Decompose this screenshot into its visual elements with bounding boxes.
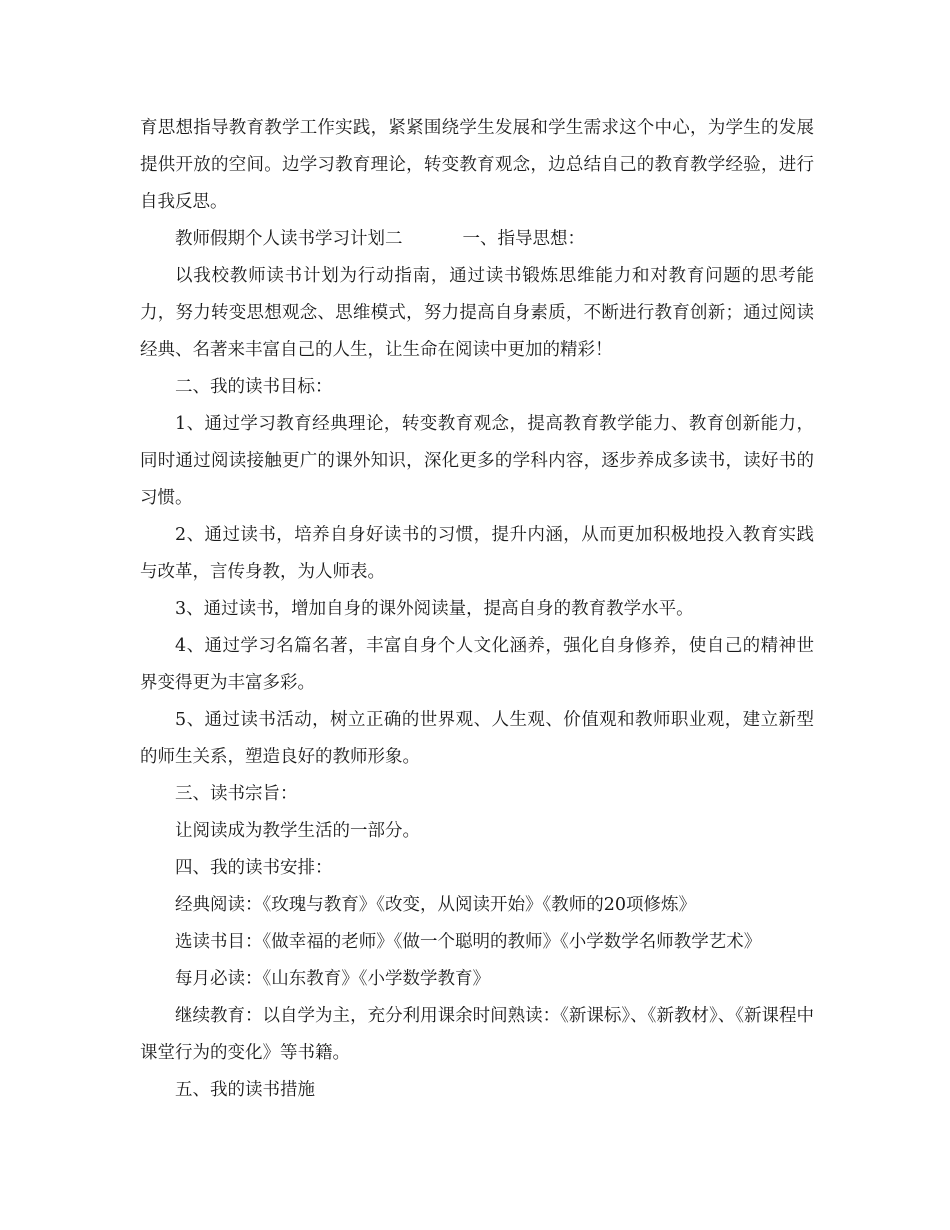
section-heading-reading-goals: 二、我的读书目标：	[175, 377, 333, 397]
schedule-elective-books: 选读书目：《做幸福的老师》《做一个聪明的教师》《小学数学名师教学艺术》	[175, 932, 762, 952]
schedule-monthly-reading: 每月必读：《山东教育》《小学数学教育》	[175, 969, 490, 989]
plan-title: 教师假期个人读书学习计划二	[175, 229, 403, 249]
schedule-continuing-education: 继续教育：以自学为主，充分利用课余时间熟读：《新课标》、《新教材》、《新课程中课堂行为的变化》等书籍。	[140, 1006, 814, 1063]
paragraph-reading-purpose: 让阅读成为教学生活的一部分。	[175, 821, 420, 841]
section-heading-reading-purpose: 三、读书宗旨：	[175, 784, 298, 804]
paragraph-intro: 育思想指导教育教学工作实践，紧紧围绕学生发展和学生需求这个中心，为学生的发展提供开放的空间。边学习教育理论，转变教育观念，边总结自己的教育教学经验，进行自我反思。	[140, 118, 814, 212]
goal-item-2: 2、通过读书，培养自身好读书的习惯，提升内涵，从而更加积极地投入教育实践与改革，言传身教，为人师表。	[140, 525, 814, 582]
schedule-classic-reading: 经典阅读：《玫瑰与教育》《改变，从阅读开始》《教师的20项修炼》	[175, 895, 697, 915]
goal-item-5: 5、通过读书活动，树立正确的世界观、人生观、价值观和教师职业观，建立新型的师生关系，塑造良好的教师形象。	[140, 710, 814, 767]
goal-item-4: 4、通过学习名篇名著，丰富自身个人文化涵养，强化自身修养，使自己的精神世界变得更为丰富多彩。	[140, 636, 814, 693]
document-body	[140, 110, 814, 1109]
section-heading-guiding-thought: 一、指导思想：	[462, 229, 585, 249]
paragraph-plan-title	[140, 221, 814, 258]
goal-item-1: 1、通过学习教育经典理论，转变教育观念，提高教育教学能力、教育创新能力，同时通过阅读接触更广的课外知识，深化更多的学科内容，逐步养成多读书，读好书的习惯。	[140, 414, 814, 508]
section-heading-reading-schedule: 四、我的读书安排：	[175, 858, 333, 878]
section-heading-reading-measures: 五、我的读书措施	[175, 1080, 315, 1100]
goal-item-3: 3、通过读书，增加自身的课外阅读量，提高自身的教育教学水平。	[175, 599, 694, 619]
paragraph-guiding-thought: 以我校教师读书计划为行动指南，通过读书锻炼思维能力和对教育问题的思考能力，努力转变思想观念、思维模式，努力提高自身素质，不断进行教育创新；通过阅读经典、名著来丰富自己的人生，让生命在阅读中更加的精彩！	[140, 266, 814, 360]
